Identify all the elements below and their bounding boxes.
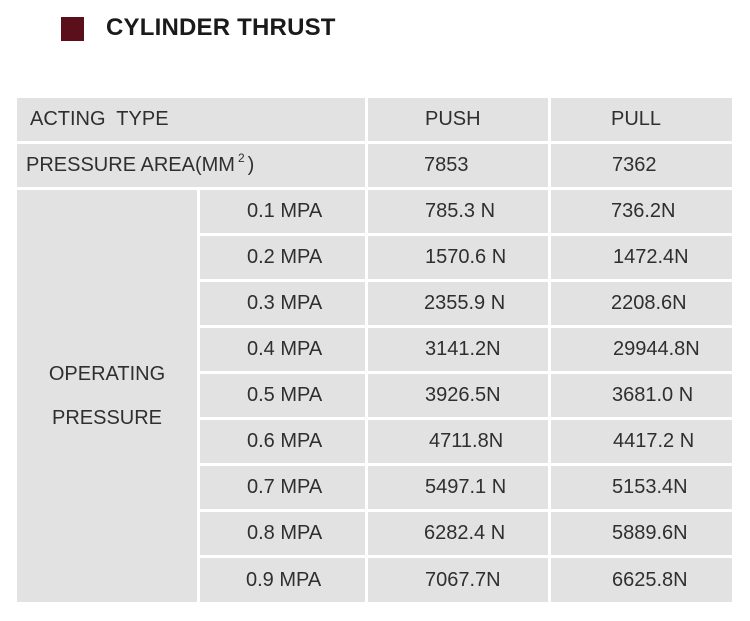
row-pull-value: 2208.6N	[611, 292, 687, 314]
row-pressure-value: 0.3 MPA	[247, 292, 323, 314]
row-push-value: 3141.2N	[425, 338, 501, 360]
row-push	[368, 558, 548, 602]
operating-line1: OPERATING	[48, 363, 166, 385]
pressure-area-sup: 2	[237, 150, 245, 165]
row-pressure	[200, 466, 365, 509]
pressure-area-push	[368, 144, 548, 187]
row-pressure-value: 0.1 MPA	[247, 200, 323, 222]
operating-pressure-cell	[17, 190, 197, 602]
row-pressure	[200, 420, 365, 463]
row-pull-value: 6625.8N	[612, 568, 688, 591]
row-push-value: 2355.9 N	[424, 292, 506, 314]
page-title: CYLINDER THRUST	[106, 14, 336, 41]
row-pull-value: 4417.2 N	[613, 430, 695, 452]
row-pull	[551, 328, 732, 371]
row-pull	[551, 420, 732, 463]
row-pressure	[200, 558, 365, 602]
row-push	[368, 282, 548, 325]
row-pull-value: 3681.0 N	[612, 384, 694, 406]
row-push	[368, 236, 548, 279]
row-pressure	[200, 282, 365, 325]
row-push-value: 7067.7N	[425, 568, 501, 591]
thrust-table	[17, 98, 732, 602]
header-pull	[551, 98, 732, 141]
row-pressure	[200, 328, 365, 371]
header-acting-type	[17, 98, 365, 141]
row-pressure-value: 0.6 MPA	[247, 430, 323, 452]
row-push	[368, 466, 548, 509]
title-marker	[61, 17, 84, 41]
pressure-area-close: )	[247, 154, 255, 176]
row-pressure-value: 0.2 MPA	[247, 246, 323, 268]
row-pressure-value: 0.8 MPA	[247, 522, 323, 544]
row-pressure-value: 0.5 MPA	[247, 384, 323, 406]
row-pressure	[200, 190, 365, 233]
operating-line2: PRESSURE	[51, 407, 163, 429]
row-push-value: 6282.4 N	[424, 522, 506, 544]
row-pressure-value: 0.4 MPA	[247, 338, 323, 360]
row-pull	[551, 512, 732, 555]
pressure-area-push-value: 7853	[424, 154, 469, 176]
row-push-value: 785.3 N	[425, 200, 496, 222]
row-push	[368, 190, 548, 233]
row-pressure-value: 0.7 MPA	[247, 476, 323, 498]
row-pressure	[200, 374, 365, 417]
pressure-area-label: PRESSURE AREA(MM	[26, 154, 235, 176]
header-push	[368, 98, 548, 141]
row-pull	[551, 190, 732, 233]
row-pressure	[200, 236, 365, 279]
pressure-area-pull	[551, 144, 732, 187]
row-push-value: 5497.1 N	[425, 476, 507, 498]
header-pull-label: PULL	[611, 108, 662, 130]
row-push	[368, 512, 548, 555]
row-pressure	[200, 512, 365, 555]
row-pull	[551, 466, 732, 509]
row-pressure-value: 0.9 MPA	[246, 568, 322, 591]
row-pull-value: 5889.6N	[612, 522, 688, 544]
header-acting-type-label: ACTING TYPE	[30, 108, 169, 130]
row-pull-value: 29944.8N	[613, 338, 700, 360]
pressure-area-pull-value: 7362	[612, 154, 657, 176]
header-push-label: PUSH	[425, 108, 481, 130]
row-push	[368, 374, 548, 417]
row-pull	[551, 374, 732, 417]
row-push-value: 3926.5N	[425, 384, 501, 406]
row-push	[368, 420, 548, 463]
row-push	[368, 328, 548, 371]
row-push-value: 4711.8N	[429, 430, 504, 452]
row-pull-value: 1472.4N	[613, 246, 689, 268]
row-pull-value: 5153.4N	[612, 476, 688, 498]
pressure-area-label-cell	[17, 144, 365, 187]
row-pull	[551, 282, 732, 325]
row-push-value: 1570.6 N	[425, 246, 507, 268]
row-pull-value: 736.2N	[611, 200, 676, 222]
row-pull	[551, 236, 732, 279]
row-pull	[551, 558, 732, 602]
